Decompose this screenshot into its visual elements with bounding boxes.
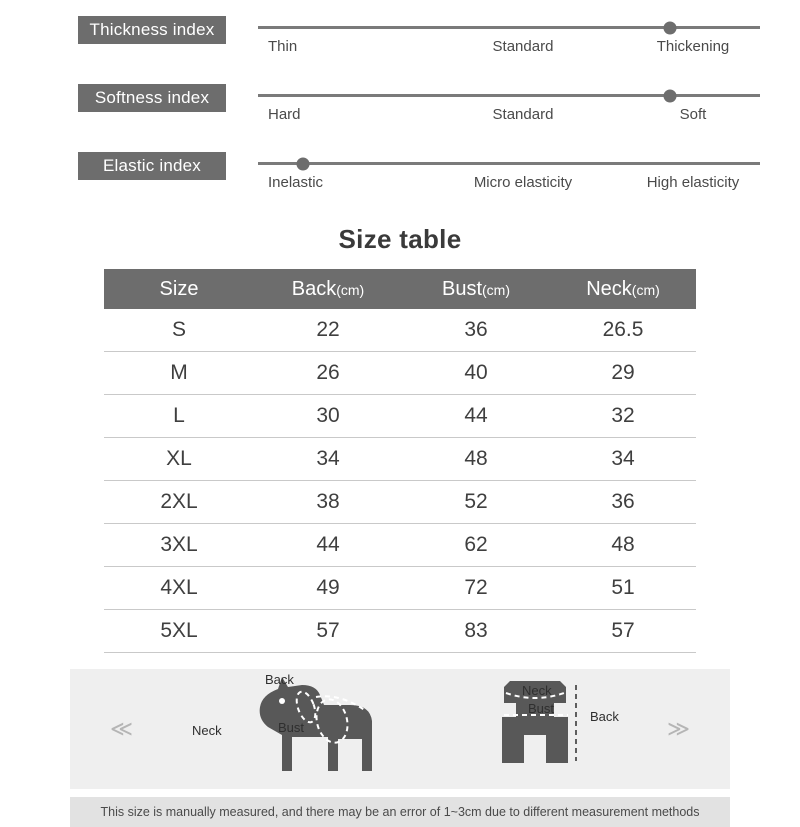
cell-size: 2XL xyxy=(104,481,254,524)
index-ticks-elastic xyxy=(258,174,778,191)
cell-back: 57 xyxy=(254,610,402,653)
cell-back: 22 xyxy=(254,309,402,352)
column-header-bust-text: Bust xyxy=(441,277,483,300)
table-row xyxy=(104,438,696,481)
garment-label-neck: Neck xyxy=(522,683,552,698)
cell-bust: 83 xyxy=(402,610,550,653)
index-tick-micro-elasticity: Micro elasticity xyxy=(473,174,573,191)
cell-neck: 57 xyxy=(550,610,696,653)
index-tick-inelastic: Inelastic xyxy=(268,174,324,191)
index-thumb-elastic[interactable] xyxy=(297,157,310,170)
dog-label-neck: Neck xyxy=(192,723,222,738)
cell-neck: 36 xyxy=(550,481,696,524)
illustration-svg xyxy=(70,669,730,789)
index-row-elastic xyxy=(0,144,800,212)
column-header-size xyxy=(104,269,254,309)
index-label-softness: Softness index xyxy=(78,84,226,112)
index-label-thickness: Thickness index xyxy=(78,16,226,44)
index-label-elastic: Elastic index xyxy=(78,152,226,180)
cell-back: 26 xyxy=(254,352,402,395)
index-ticks-thickness xyxy=(258,38,778,55)
cell-bust: 52 xyxy=(402,481,550,524)
index-track-line xyxy=(258,162,760,165)
index-row-thickness xyxy=(0,8,800,76)
garment-label-back: Back xyxy=(590,709,619,724)
cell-back: 49 xyxy=(254,567,402,610)
index-section xyxy=(0,0,800,212)
table-row xyxy=(104,567,696,610)
size-table xyxy=(104,269,696,653)
cell-bust: 40 xyxy=(402,352,550,395)
cell-back: 38 xyxy=(254,481,402,524)
dog-label-bust: Bust xyxy=(278,720,305,735)
measurement-note: This size is manually measured, and there may be an error of 1~3cm due to different measurement methods xyxy=(70,797,730,827)
column-header-bust xyxy=(402,269,550,309)
next-arrow-icon[interactable]: ≫ xyxy=(666,716,690,741)
cell-size: XL xyxy=(104,438,254,481)
table-header-row xyxy=(104,269,696,309)
index-tick-thin: Thin xyxy=(268,38,298,55)
dog-label-back: Back xyxy=(265,672,294,687)
index-track-softness xyxy=(258,94,760,97)
cell-neck: 26.5 xyxy=(550,309,696,352)
cell-bust: 36 xyxy=(402,309,550,352)
index-track-elastic xyxy=(258,162,760,165)
index-tick-soft: Soft xyxy=(679,106,707,123)
table-row xyxy=(104,524,696,567)
column-header-back-text: Back xyxy=(291,277,337,300)
cell-neck: 51 xyxy=(550,567,696,610)
dog-figure xyxy=(260,677,372,771)
cell-size: 3XL xyxy=(104,524,254,567)
column-header-neck-text: Neck xyxy=(586,277,632,300)
table-row xyxy=(104,352,696,395)
cell-neck: 48 xyxy=(550,524,696,567)
cell-neck: 34 xyxy=(550,438,696,481)
table-row xyxy=(104,395,696,438)
index-ticks-softness xyxy=(258,106,778,123)
index-track-line xyxy=(258,94,760,97)
cell-back: 44 xyxy=(254,524,402,567)
cell-back: 30 xyxy=(254,395,402,438)
column-header-back xyxy=(254,269,402,309)
column-header-size-text: Size xyxy=(159,277,199,300)
index-tick-hard: Hard xyxy=(268,106,301,123)
table-row xyxy=(104,610,696,653)
page-title: Size table xyxy=(338,224,462,254)
cell-neck: 29 xyxy=(550,352,696,395)
index-row-softness xyxy=(0,76,800,144)
table-row xyxy=(104,309,696,352)
column-header-back-unit: (cm) xyxy=(336,281,365,298)
index-track-thickness xyxy=(258,26,760,29)
column-header-neck-unit: (cm) xyxy=(631,281,660,298)
garment-label-bust: Bust xyxy=(528,701,555,716)
measurement-illustration-band xyxy=(70,669,730,789)
column-header-neck xyxy=(550,269,696,309)
table-row xyxy=(104,481,696,524)
index-tick-high-elasticity: High elasticity xyxy=(646,174,740,191)
cell-bust: 72 xyxy=(402,567,550,610)
cell-back: 34 xyxy=(254,438,402,481)
cell-size: L xyxy=(104,395,254,438)
cell-size: 5XL xyxy=(104,610,254,653)
prev-arrow-icon[interactable]: ≪ xyxy=(110,716,134,741)
cell-neck: 32 xyxy=(550,395,696,438)
index-track-line xyxy=(258,26,760,29)
index-tick-standard: Standard xyxy=(492,106,554,123)
index-thumb-thickness[interactable] xyxy=(663,21,676,34)
cell-size: S xyxy=(104,309,254,352)
column-header-bust-unit: (cm) xyxy=(482,281,511,298)
cell-bust: 48 xyxy=(402,438,550,481)
index-tick-thickening: Thickening xyxy=(656,38,730,55)
cell-size: M xyxy=(104,352,254,395)
cell-size: 4XL xyxy=(104,567,254,610)
cell-bust: 62 xyxy=(402,524,550,567)
index-tick-standard: Standard xyxy=(492,38,554,55)
cell-bust: 44 xyxy=(402,395,550,438)
index-thumb-softness[interactable] xyxy=(663,89,676,102)
